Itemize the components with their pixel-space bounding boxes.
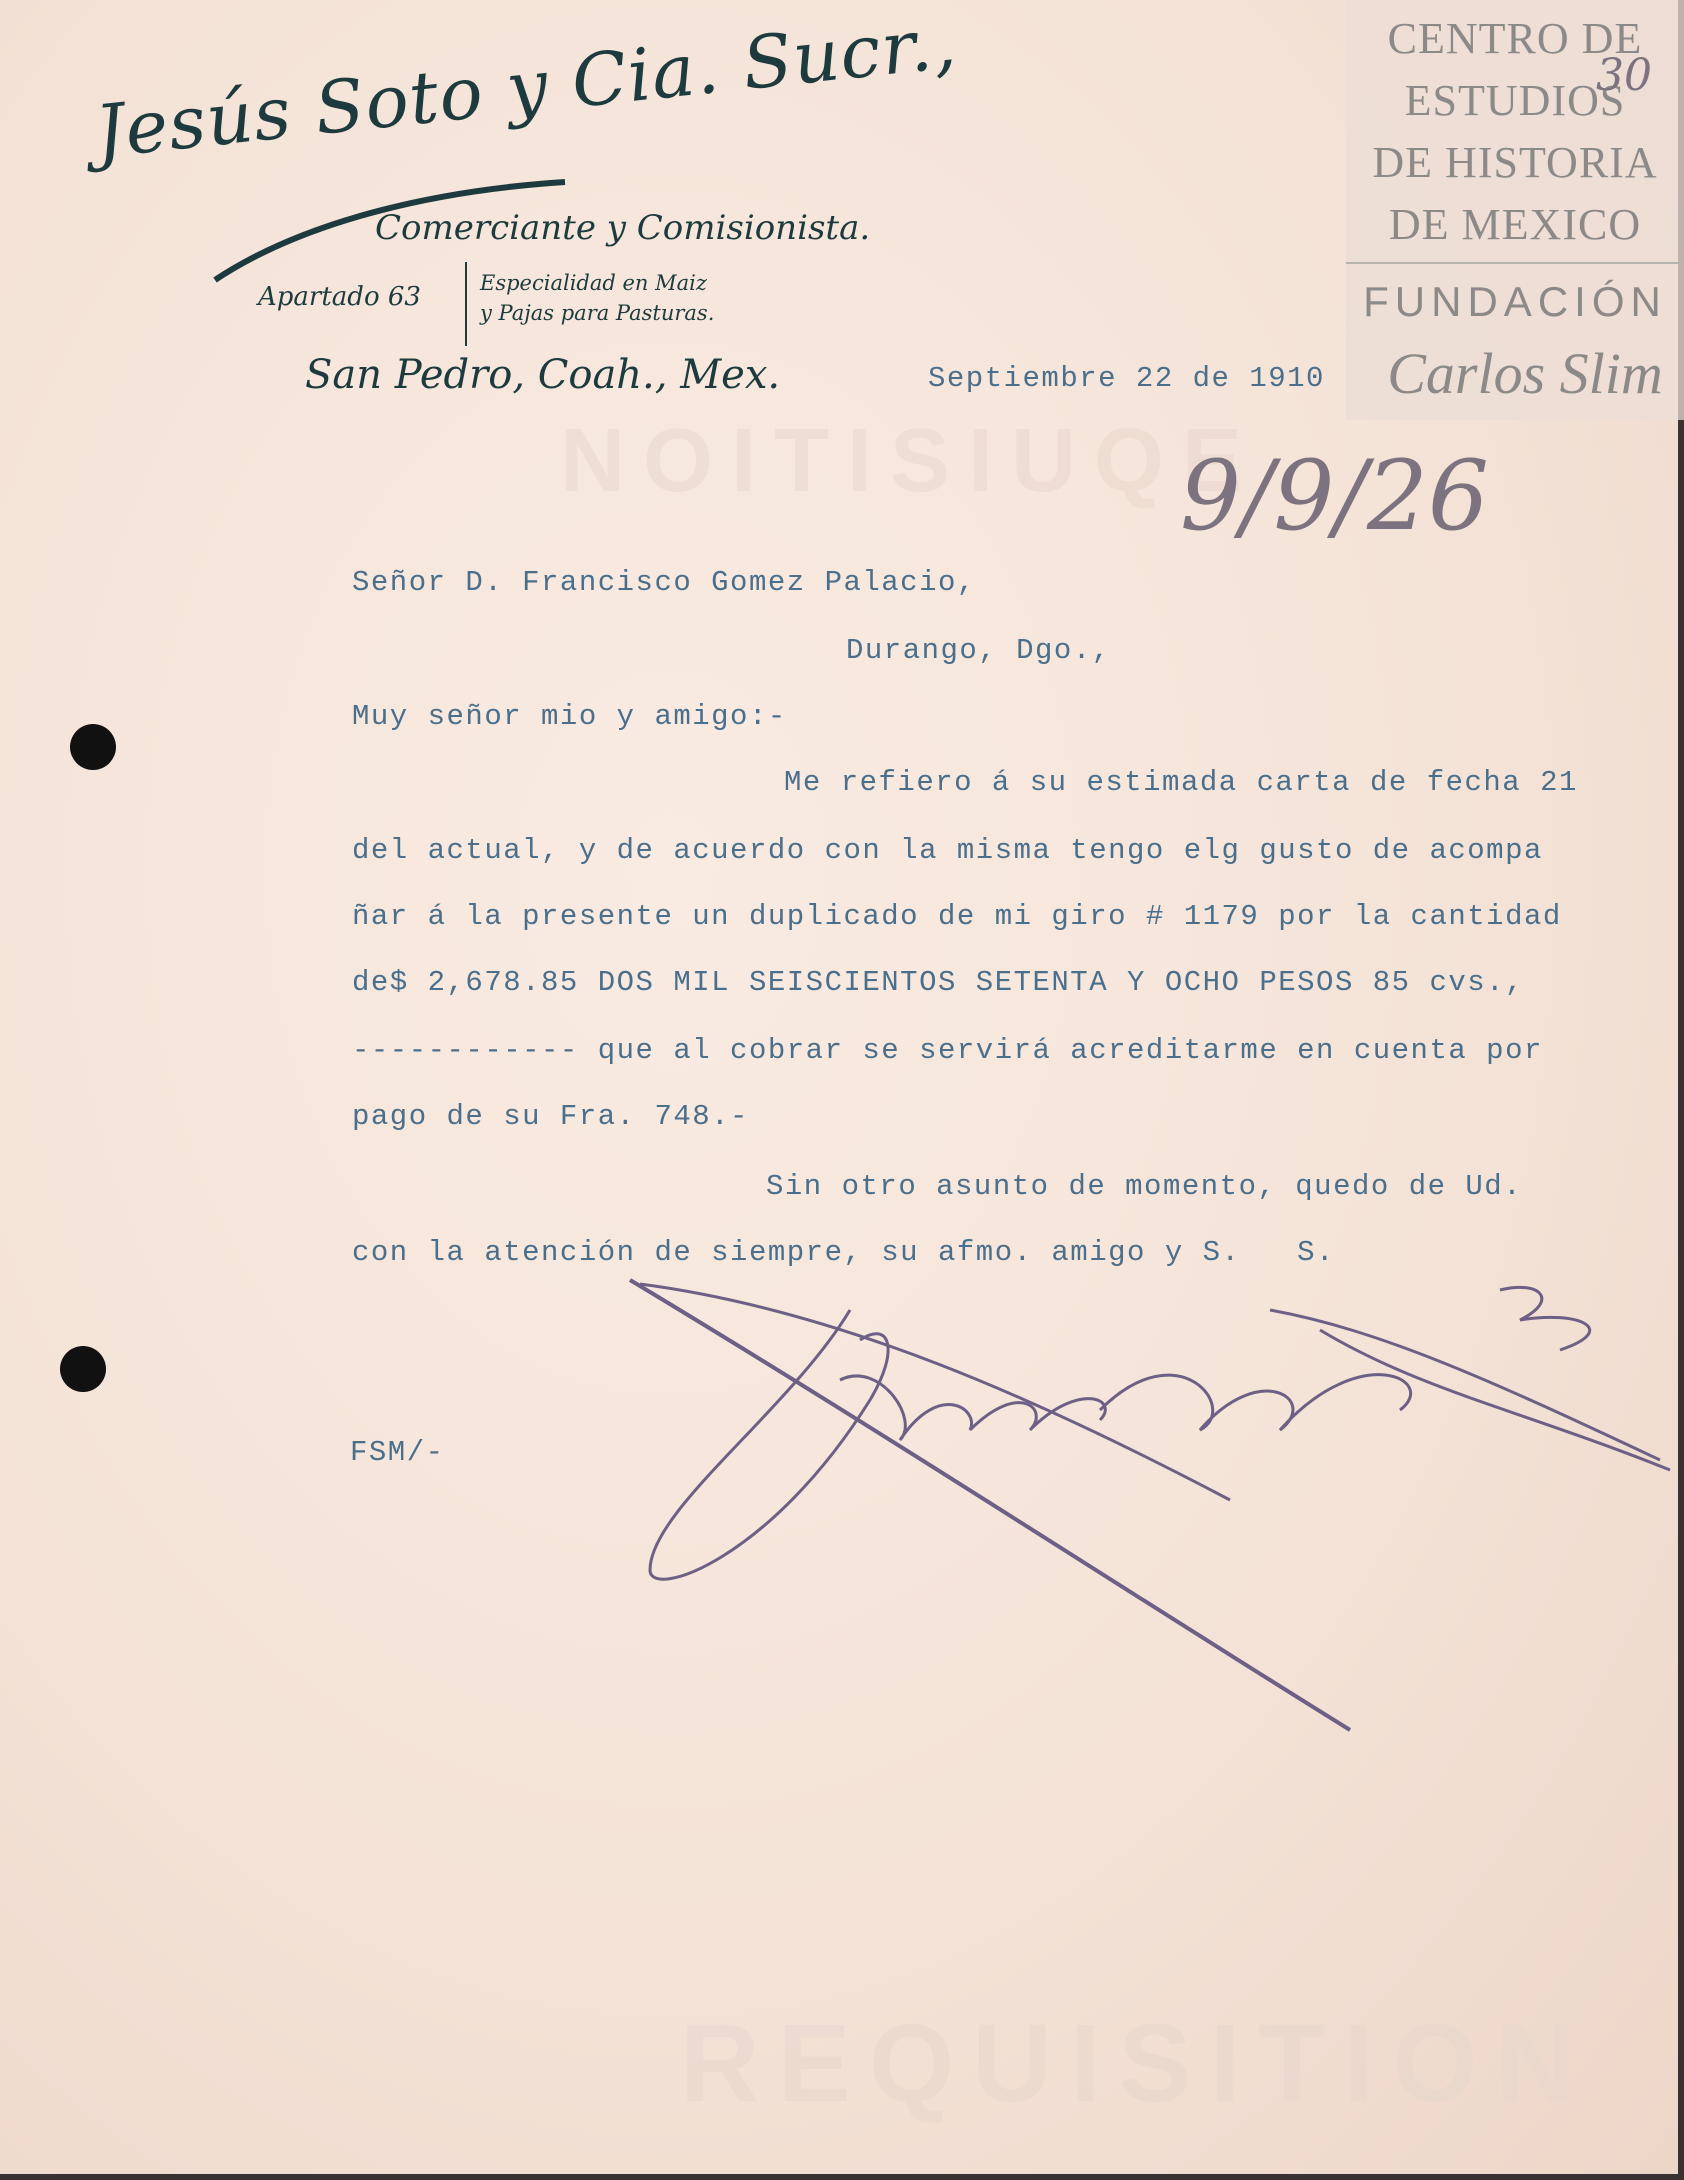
punch-hole-bottom <box>60 1346 106 1392</box>
letter-date: Septiembre 22 de 1910 <box>928 362 1325 395</box>
closing-line-2: con la atención de siempre, su afmo. amigo y S. S. <box>352 1236 1335 1269</box>
closing-line-1: Sin otro asunto de momento, quedo de Ud. <box>766 1170 1523 1203</box>
watermark-foundation: FUNDACIÓN <box>1363 278 1667 325</box>
watermark-line-2: ESTUDIOS <box>1404 76 1626 125</box>
punch-hole-top <box>70 724 116 770</box>
watermark-line-4: DE MEXICO <box>1388 200 1642 249</box>
recipient-name: Señor D. Francisco Gomez Palacio, <box>352 566 976 599</box>
body-line-6: pago de su Fra. 748.- <box>352 1100 749 1133</box>
watermark-rule <box>1346 262 1684 264</box>
typist-initials: FSM/- <box>350 1436 445 1469</box>
page-number: 30 <box>1596 50 1652 101</box>
letterhead-subtitle: Comerciante y Comisionista. <box>375 208 871 248</box>
recipient-city: Durango, Dgo., <box>846 634 1111 667</box>
letterhead-po-box: Apartado 63 <box>258 282 421 312</box>
show-through-stamp-bottom: REQUISITION <box>680 2002 1594 2125</box>
archive-watermark <box>1346 0 1684 420</box>
handwritten-signature <box>620 1270 1680 1750</box>
letterhead-company-name: Jesús Soto y Cia. Sucr., <box>91 0 961 175</box>
letterhead-specialty-line2: y Pajas para Pasturas. <box>480 301 715 325</box>
salutation: Muy señor mio y amigo:- <box>352 700 787 733</box>
watermark-lines <box>1346 0 1684 256</box>
letterhead-divider <box>465 262 467 346</box>
body-line-2: del actual, y de acuerdo con la misma tengo elg gusto de acompa <box>352 834 1543 867</box>
show-through-stamp-top: NOITISIUQE <box>560 411 1261 511</box>
body-line-1: Me refiero á su estimada carta de fecha 21 <box>784 766 1578 799</box>
watermark-line-1: CENTRO DE <box>1387 14 1643 63</box>
watermark-signature: Carlos Slim <box>1387 341 1663 406</box>
watermark-line-3: DE HISTORIA <box>1372 138 1658 187</box>
handwritten-date-annotation: 9/9/26 <box>1180 440 1489 552</box>
letterhead-place: San Pedro, Coah., Mex. <box>305 352 781 398</box>
body-line-5: ------------ que al cobrar se servirá acreditarme en cuenta por <box>352 1034 1543 1067</box>
letterhead-specialty <box>480 268 714 328</box>
body-line-3: ñar á la presente un duplicado de mi giro # 1179 por la cantidad <box>352 900 1562 933</box>
body-line-4: de$ 2,678.85 DOS MIL SEISCIENTOS SETENTA Y OCHO PESOS 85 cvs., <box>352 966 1524 999</box>
letterhead-specialty-line1: Especialidad en Maiz <box>480 271 707 295</box>
